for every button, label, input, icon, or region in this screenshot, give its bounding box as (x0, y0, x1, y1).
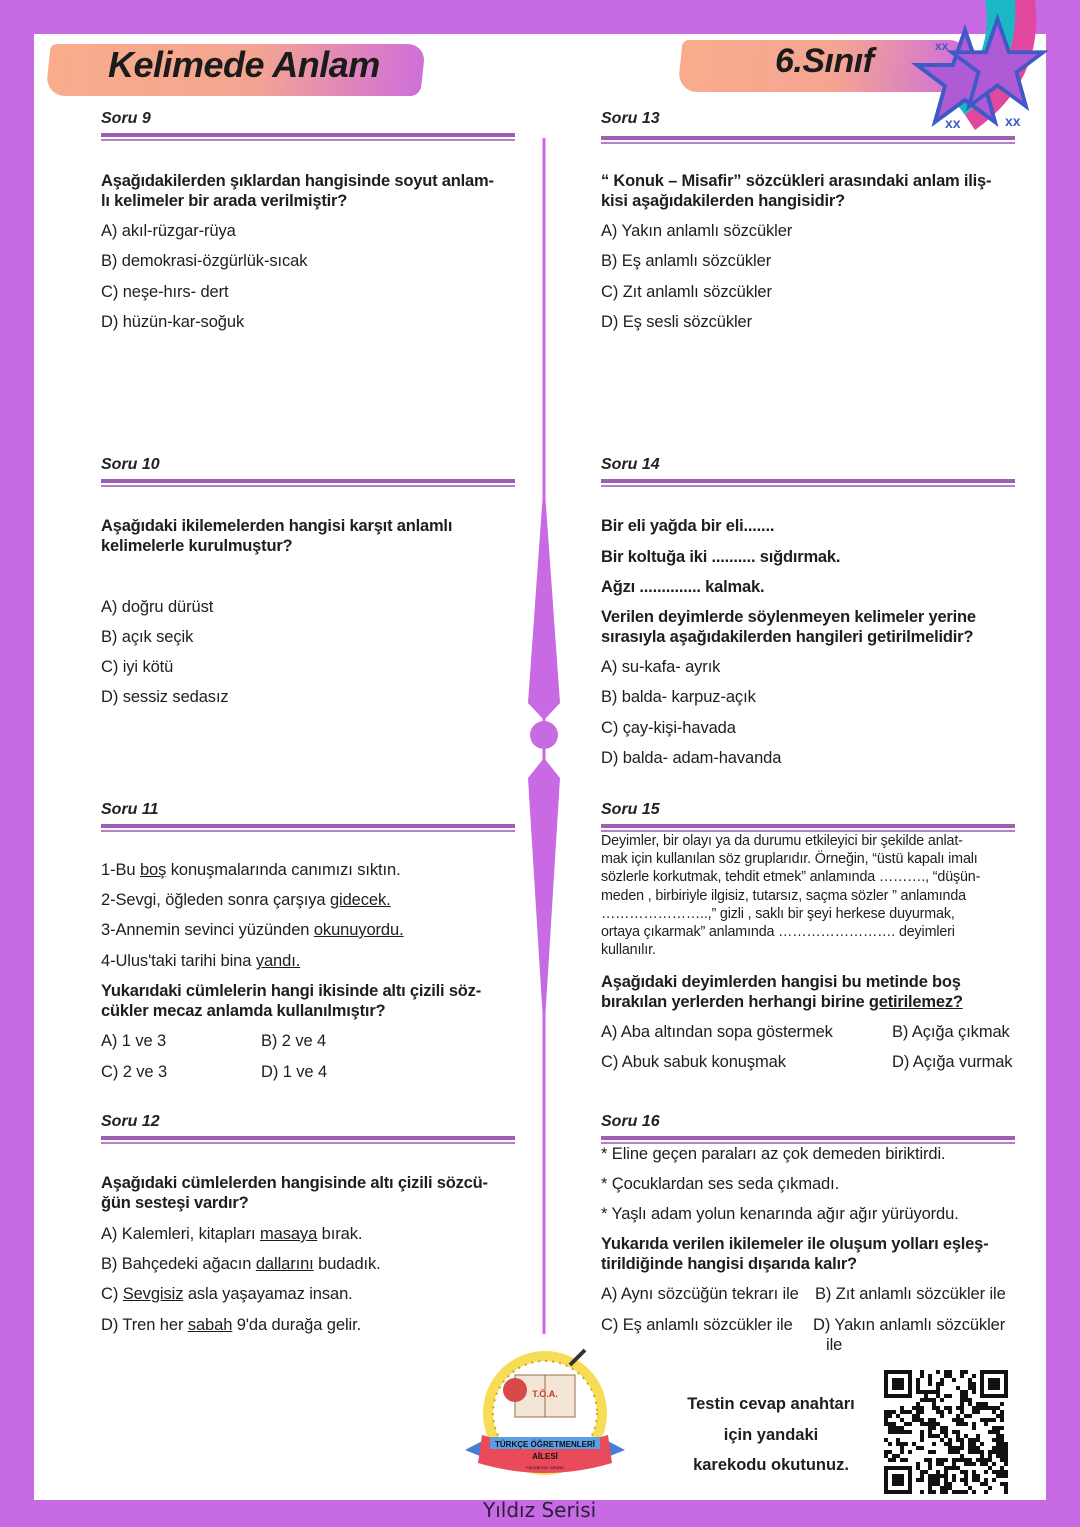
tor-logo (460, 1345, 630, 1485)
q10-option-b[interactable]: B) açık seçik (101, 628, 194, 646)
q14-option-a[interactable]: A) su-kafa- ayrık (601, 658, 721, 676)
q14-option-c[interactable]: C) çay-kişi-havada (601, 719, 736, 737)
q13-option-d[interactable]: D) Eş sesli sözcükler (601, 313, 753, 331)
q9-option-b[interactable]: B) demokrasi-özgürlük-sıcak (101, 252, 308, 270)
q11-sentence-1: 1-Bu boş konuşmalarında canımızı sıktın. (101, 861, 401, 879)
q13-option-a[interactable]: A) Yakın anlamlı sözcükler (601, 222, 793, 240)
question-13-text: “ Konuk – Misafir” sözcükleri arasındaki anlam iliş- kisi aşağıdakilerden hangisidir? (601, 172, 992, 210)
grade-label: 6.Sınıf (775, 42, 874, 80)
q14-option-b[interactable]: B) balda- karpuz-açık (601, 688, 756, 706)
q16-sentence-3: * Yaşlı adam yolun kenarında ağır ağır yürüyordu. (601, 1205, 959, 1223)
stars-decoration-icon (905, 0, 1055, 140)
question-9-label: Soru 9 (101, 110, 151, 127)
q11-option-c[interactable]: C) 2 ve 3 (101, 1063, 168, 1081)
q14-idiom-3: Ağzı .............. kalmak. (601, 578, 765, 596)
q11-sentence-2: 2-Sevgi, öğleden sonra çarşıya gidecek. (101, 891, 391, 909)
q15-paragraph: Deyimler, bir olayı ya da durumu etkileyici bir şekilde anlat- mak için kullanılan söz gruplarıdır. Örneğin, “üstü kapalı imalı sözlerle korkutmak, tehdit etmek” anlamında ………., “düşün- meden , birbiriyle ilgisiz, tutarsız, saçma sözler ” anlamında …………………..,” gizli , saklı bir şeyi herkese duyurmak, ortaya çıkarmak” anlamında ……………………. deyimleri kullanılır. (601, 833, 981, 959)
question-10-rule (101, 479, 515, 487)
question-15-text: Aşağıdaki deyimlerden hangisi bu metinde boş bırakılan yerlerden herhangi birine getirilemez? (601, 973, 963, 1011)
q9-option-c[interactable]: C) neşe-hırs- dert (101, 283, 229, 301)
q12-option-b[interactable]: B) Bahçedeki ağacın dallarını budadık. (101, 1255, 381, 1273)
svg-text:T.Ö.A.: T.Ö.A. (532, 1389, 558, 1399)
q11-sentence-4: 4-Ulus'taki tarihi bina yandı. (101, 952, 301, 970)
q9-option-a[interactable]: A) akıl-rüzgar-rüya (101, 222, 236, 240)
q13-option-c[interactable]: C) Zıt anlamlı sözcükler (601, 283, 772, 301)
question-12-label: Soru 12 (101, 1113, 160, 1130)
q15-option-b[interactable]: B) Açığa çıkmak (892, 1023, 1010, 1041)
q11-option-a[interactable]: A) 1 ve 3 (101, 1032, 167, 1050)
q15-option-d[interactable]: D) Açığa vurmak (892, 1053, 1013, 1071)
question-15-label: Soru 15 (601, 801, 660, 818)
q10-option-a[interactable]: A) doğru dürüst (101, 598, 214, 616)
question-9-rule (101, 133, 515, 141)
q15-option-a[interactable]: A) Aba altından sopa göstermek (601, 1023, 833, 1041)
q11-option-b[interactable]: B) 2 ve 4 (261, 1032, 327, 1050)
question-11-text: Yukarıdaki cümlelerin hangi ikisinde altı çizili söz- cükler mecaz anlamda kullanılmıştır? (101, 982, 482, 1020)
q16-option-c[interactable]: C) Eş anlamlı sözcükler ile (601, 1316, 793, 1334)
q16-option-d[interactable]: D) Yakın anlamlı sözcükler (813, 1316, 1006, 1334)
question-9-text: Aşağıdakilerden şıklardan hangisinde soyut anlam- lı kelimeler bir arada verilmiştir? (101, 172, 494, 210)
series-footer: Yıldız Serisi (483, 1498, 597, 1522)
question-12-text: Aşağıdaki cümlelerden hangisinde altı çizili sözcü- ğün sesteşi vardır? (101, 1174, 488, 1212)
q14-option-d[interactable]: D) balda- adam-havanda (601, 749, 782, 767)
question-14-label: Soru 14 (601, 456, 660, 473)
q12-option-a[interactable]: A) Kalemleri, kitapları masaya bırak. (101, 1225, 363, 1243)
question-14-text: Verilen deyimlerde söylenmeyen kelimeler yerine sırasıyla aşağıdakilerden hangileri getirilmelidir? (601, 608, 976, 646)
qr-code[interactable] (884, 1370, 1008, 1494)
q16-option-b[interactable]: B) Zıt anlamlı sözcükler ile (815, 1285, 1006, 1303)
question-10-label: Soru 10 (101, 456, 160, 473)
q16-sentence-1: * Eline geçen paraları az çok demeden biriktirdi. (601, 1145, 946, 1163)
question-14-rule (601, 479, 1015, 487)
question-16-label: Soru 16 (601, 1113, 660, 1130)
question-11-label: Soru 11 (101, 801, 159, 818)
svg-text:AİLESİ: AİLESİ (532, 1452, 558, 1461)
q14-idiom-1: Bir eli yağda bir eli....... (601, 517, 775, 535)
question-13-label: Soru 13 (601, 110, 660, 127)
q10-option-c[interactable]: C) iyi kötü (101, 658, 174, 676)
question-12-rule (101, 1136, 515, 1144)
svg-text:xx: xx (945, 115, 961, 131)
q9-option-d[interactable]: D) hüzün-kar-soğuk (101, 313, 245, 331)
svg-text:xx: xx (935, 39, 949, 53)
q12-option-d[interactable]: D) Tren her sabah 9'da durağa gelir. (101, 1316, 362, 1334)
q13-option-b[interactable]: B) Eş anlamlı sözcükler (601, 252, 772, 270)
q11-sentence-3: 3-Annemin sevinci yüzünden okunuyordu. (101, 921, 404, 939)
answer-key-note: Testin cevap anahtarı için yandaki karekodu okutunuz. (687, 1395, 855, 1474)
question-10-text: Aşağıdaki ikilemelerden hangisi karşıt anlamlı kelimelerle kurulmuştur? (101, 517, 453, 555)
q16-option-d-continuation: ile (826, 1336, 843, 1354)
q10-option-d[interactable]: D) sessiz sedasız (101, 688, 229, 706)
question-15-rule (601, 824, 1015, 832)
page-title: Kelimede Anlam (108, 44, 380, 85)
svg-text:xx: xx (1005, 113, 1021, 129)
svg-text:TÜRKÇE ÖĞRETMENLERİ: TÜRKÇE ÖĞRETMENLERİ (495, 1440, 595, 1449)
question-11-rule (101, 824, 515, 832)
question-13-rule (601, 136, 1015, 144)
question-16-text: Yukarıda verilen ikilemeler ile oluşum yolları eşleş- tirildiğinde hangisi dışarıda kalır? (601, 1235, 989, 1273)
q15-option-c[interactable]: C) Abuk sabuk konuşmak (601, 1053, 786, 1071)
q11-option-d[interactable]: D) 1 ve 4 (261, 1063, 328, 1081)
column-divider (524, 138, 564, 1334)
q16-sentence-2: * Çocuklardan ses seda çıkmadı. (601, 1175, 840, 1193)
q16-option-a[interactable]: A) Aynı sözcüğün tekrarı ile (601, 1285, 799, 1303)
q12-option-c[interactable]: C) Sevgisiz asla yaşayamaz insan. (101, 1285, 353, 1303)
q14-idiom-2: Bir koltuğa iki .......... sığdırmak. (601, 548, 841, 566)
svg-text:FACEBOOK GRUBU: FACEBOOK GRUBU (526, 1465, 564, 1470)
